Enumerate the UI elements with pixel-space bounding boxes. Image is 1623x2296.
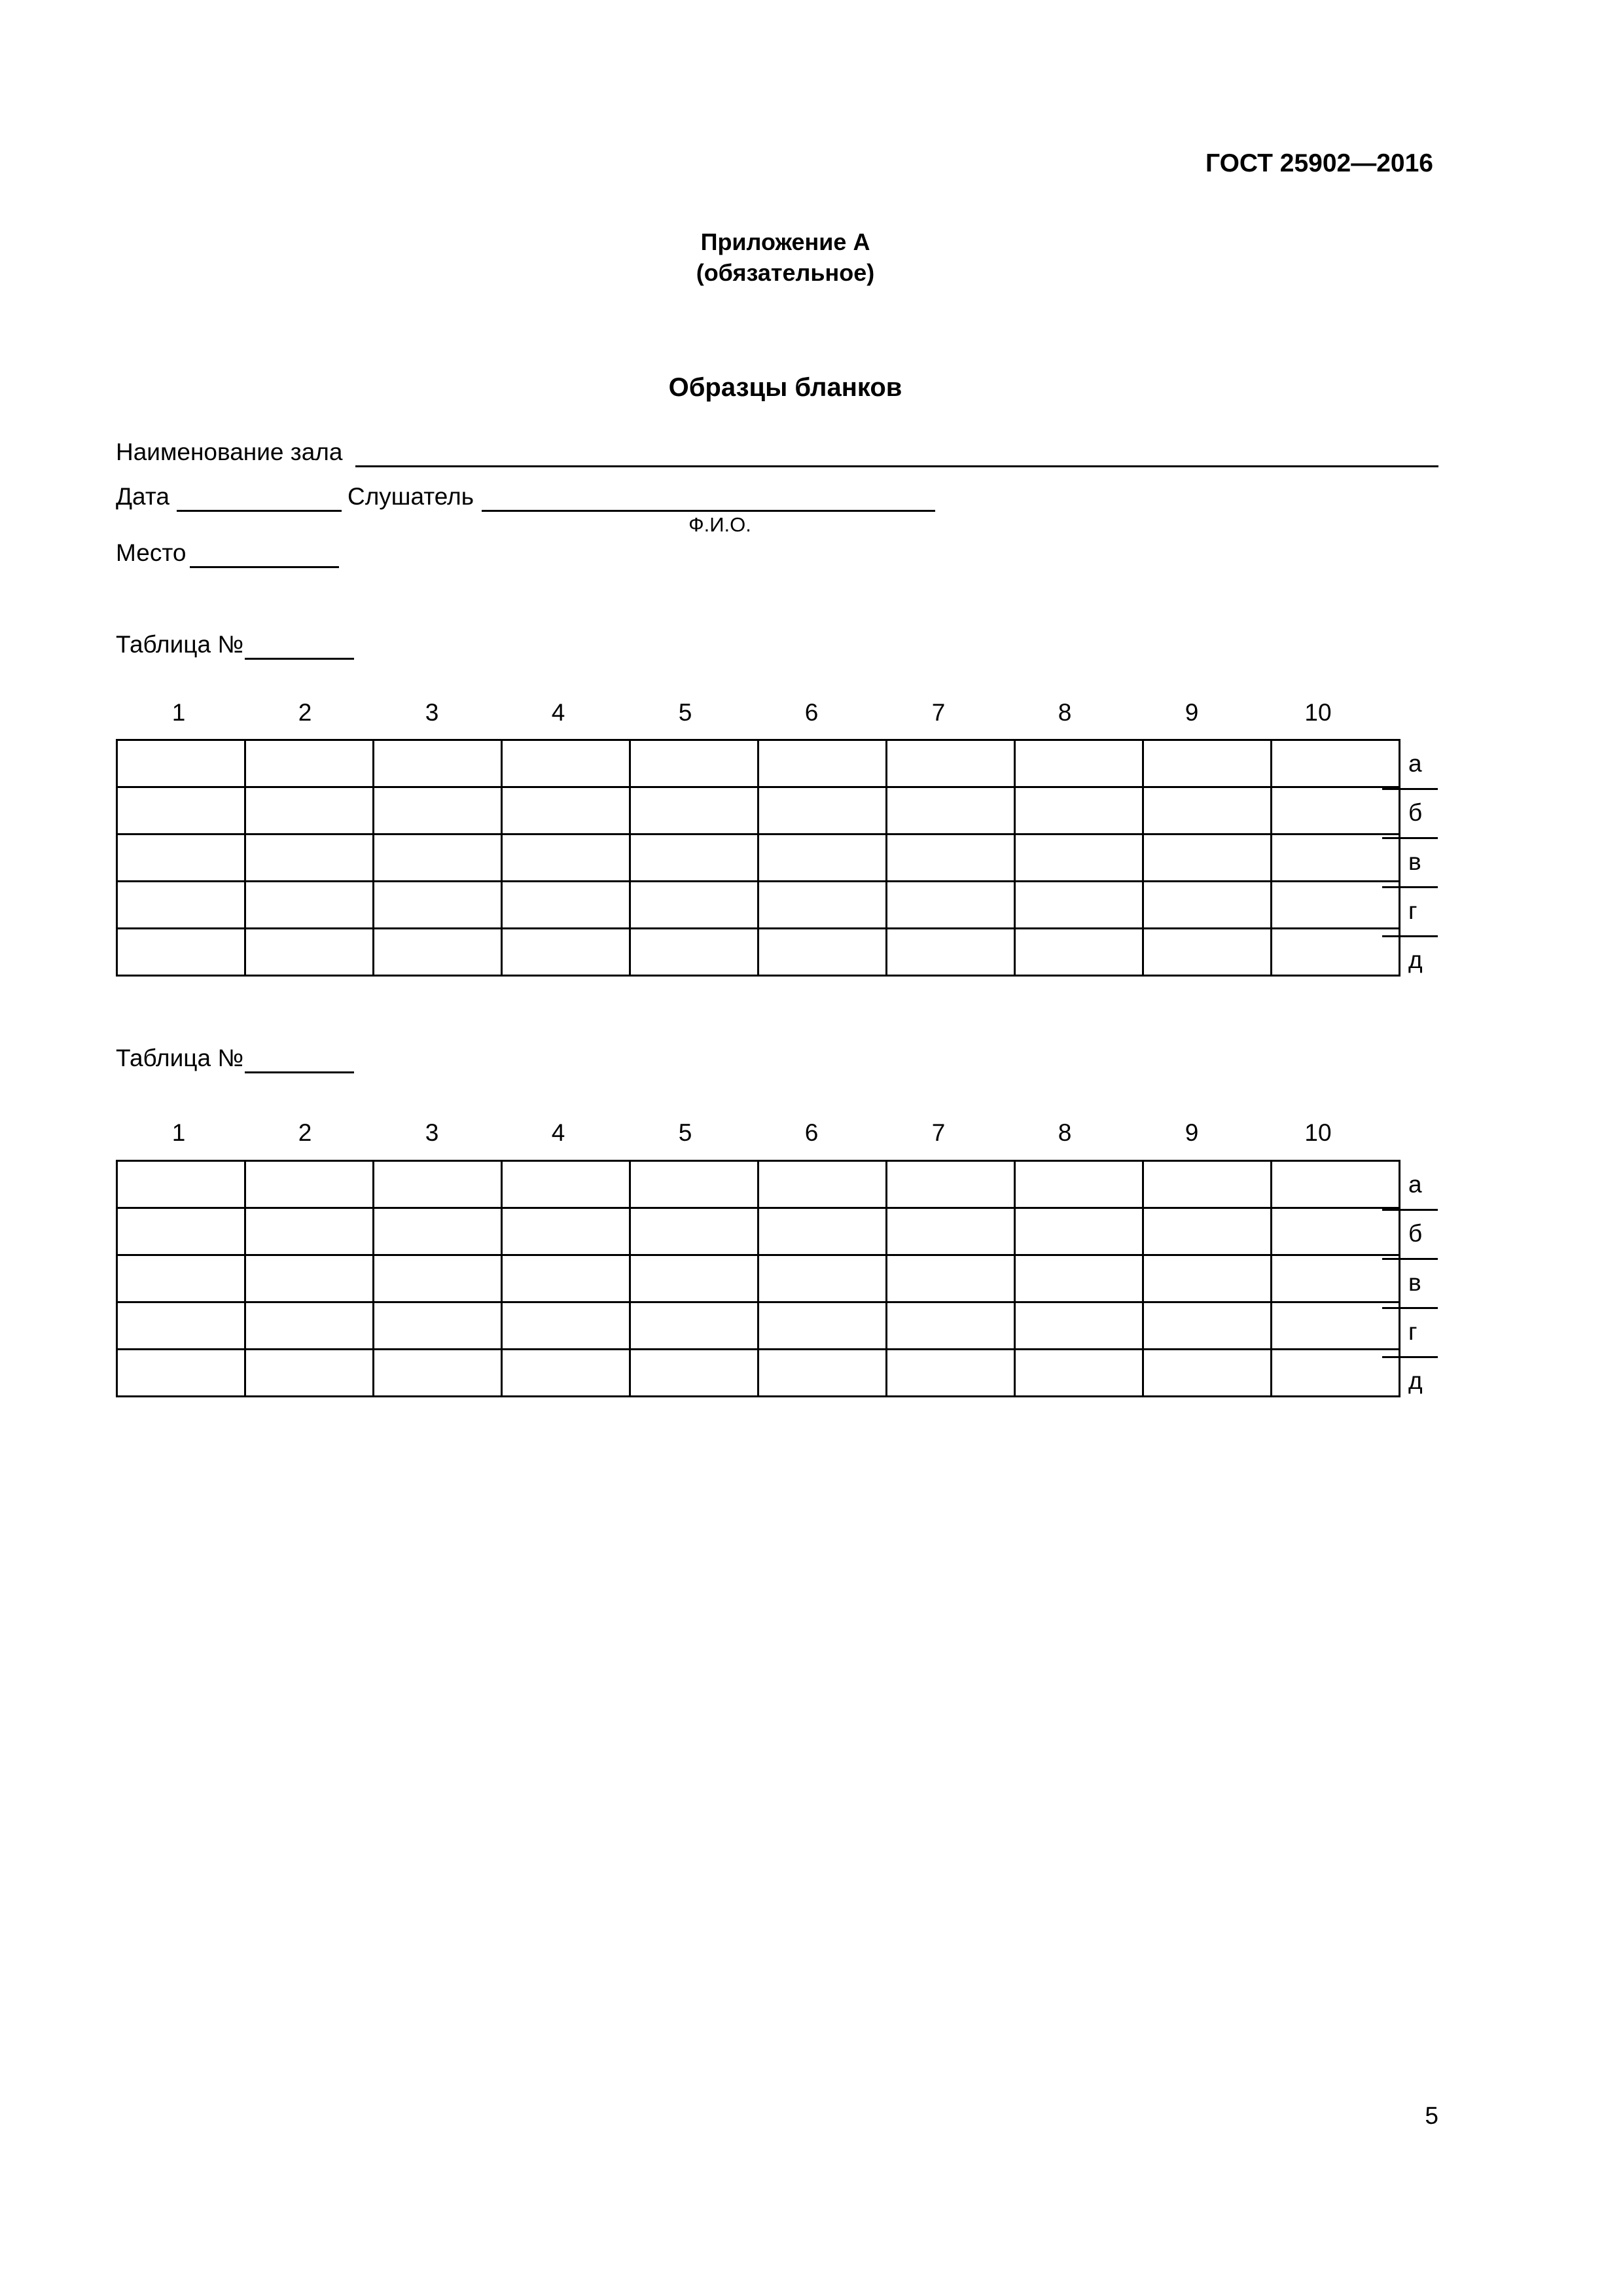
column-header: 3 — [425, 699, 439, 726]
row-label: в — [1382, 837, 1438, 888]
table-row — [117, 1161, 1400, 1208]
column-header: 5 — [678, 1119, 692, 1146]
table-cell[interactable] — [374, 740, 502, 787]
column-header: 1 — [171, 1119, 186, 1146]
table-cell[interactable] — [1272, 1255, 1400, 1302]
place-input-line[interactable] — [190, 541, 339, 568]
table-cell[interactable] — [887, 1350, 1015, 1397]
table-cell[interactable] — [1272, 787, 1400, 834]
table-cell[interactable] — [887, 882, 1015, 929]
hall-label: Наименование зала — [116, 439, 343, 465]
table-cell[interactable] — [887, 1161, 1015, 1208]
table-cell[interactable] — [245, 1302, 374, 1350]
table-cell[interactable] — [758, 1302, 887, 1350]
table-cell[interactable] — [758, 882, 887, 929]
table-cell[interactable] — [1272, 1161, 1400, 1208]
table-cell[interactable] — [1143, 1161, 1272, 1208]
column-header: 3 — [425, 1119, 439, 1146]
table-row — [117, 1208, 1400, 1255]
table-cell[interactable] — [758, 834, 887, 882]
table-cell[interactable] — [887, 834, 1015, 882]
table-cell[interactable] — [1015, 1302, 1143, 1350]
table-cell[interactable] — [1272, 929, 1400, 976]
table-cell[interactable] — [887, 1302, 1015, 1350]
table-cell[interactable] — [502, 834, 630, 882]
table-cell[interactable] — [887, 787, 1015, 834]
table-row — [117, 1302, 1400, 1350]
table-cell[interactable] — [117, 929, 245, 976]
table-cell[interactable] — [1143, 929, 1272, 976]
table-cell[interactable] — [1015, 1255, 1143, 1302]
table-cell[interactable] — [758, 1350, 887, 1397]
table-cell[interactable] — [630, 1302, 758, 1350]
table-cell[interactable] — [502, 1161, 630, 1208]
table-cell[interactable] — [1272, 1208, 1400, 1255]
table-row — [117, 787, 1400, 834]
table-cell[interactable] — [1015, 1208, 1143, 1255]
table-cell[interactable] — [1272, 834, 1400, 882]
table-cell[interactable] — [374, 882, 502, 929]
row-label: г — [1382, 886, 1438, 937]
row-label: б — [1382, 788, 1438, 839]
table-cell[interactable] — [1272, 1350, 1400, 1397]
table-cell[interactable] — [758, 1208, 887, 1255]
column-header: 4 — [551, 1119, 565, 1146]
table-cell[interactable] — [245, 1255, 374, 1302]
table-cell[interactable] — [630, 1208, 758, 1255]
table-cell[interactable] — [502, 740, 630, 787]
table-2-number-line[interactable] — [245, 1046, 354, 1073]
column-header: 5 — [678, 699, 692, 726]
table-cell[interactable] — [630, 834, 758, 882]
table-cell[interactable] — [374, 929, 502, 976]
table-1-label: Таблица № — [116, 631, 244, 658]
table-cell[interactable] — [117, 1208, 245, 1255]
row-label: в — [1382, 1258, 1438, 1309]
table-cell[interactable] — [1015, 1350, 1143, 1397]
table-cell[interactable] — [374, 1350, 502, 1397]
table-cell[interactable] — [1143, 740, 1272, 787]
table-cell[interactable] — [1143, 1350, 1272, 1397]
table-cell[interactable] — [758, 1161, 887, 1208]
column-header: 6 — [804, 1119, 819, 1146]
table-cell[interactable] — [245, 834, 374, 882]
table-cell[interactable] — [117, 1302, 245, 1350]
table-cell[interactable] — [502, 1350, 630, 1397]
table-2-grid — [116, 1160, 1400, 1397]
table-1-grid — [116, 739, 1400, 977]
listener-label: Слушатель — [348, 483, 474, 510]
table-cell[interactable] — [374, 1255, 502, 1302]
column-header: 4 — [551, 699, 565, 726]
table-cell[interactable] — [1015, 929, 1143, 976]
table-cell[interactable] — [1143, 882, 1272, 929]
listener-input-line[interactable] — [482, 484, 935, 512]
table-row — [117, 882, 1400, 929]
table-cell[interactable] — [887, 929, 1015, 976]
table-cell[interactable] — [117, 1350, 245, 1397]
date-input-line[interactable] — [177, 484, 342, 512]
table-cell[interactable] — [887, 1208, 1015, 1255]
row-label: г — [1382, 1307, 1438, 1358]
column-header: 2 — [298, 1119, 312, 1146]
column-header: 8 — [1058, 699, 1072, 726]
table-cell[interactable] — [502, 787, 630, 834]
table-cell[interactable] — [630, 882, 758, 929]
column-header: 1 — [171, 699, 186, 726]
table-cell[interactable] — [630, 1255, 758, 1302]
table-cell[interactable] — [887, 1255, 1015, 1302]
page-number: 5 — [1425, 2102, 1438, 2129]
table-cell[interactable] — [117, 1255, 245, 1302]
column-header: 7 — [931, 699, 946, 726]
table-cell[interactable] — [374, 787, 502, 834]
column-header: 6 — [804, 699, 819, 726]
column-header: 10 — [1304, 699, 1332, 726]
row-label: д — [1408, 946, 1423, 973]
table-cell[interactable] — [502, 882, 630, 929]
standard-designation: ГОСТ 25902—2016 — [1205, 149, 1433, 177]
table-cell[interactable] — [630, 1161, 758, 1208]
column-header: 2 — [298, 699, 312, 726]
column-header: 9 — [1185, 699, 1199, 726]
table-row — [117, 1255, 1400, 1302]
row-label: д — [1408, 1367, 1423, 1394]
table-cell[interactable] — [758, 740, 887, 787]
table-cell[interactable] — [758, 929, 887, 976]
appendix-status: (обязательное) — [696, 259, 875, 286]
table-cell[interactable] — [117, 1161, 245, 1208]
table-cell[interactable] — [117, 834, 245, 882]
table-cell[interactable] — [245, 1208, 374, 1255]
table-cell[interactable] — [1143, 1255, 1272, 1302]
table-cell[interactable] — [630, 929, 758, 976]
table-cell[interactable] — [245, 740, 374, 787]
column-header: 9 — [1185, 1119, 1199, 1146]
section-title: Образцы бланков — [668, 373, 902, 402]
table-cell[interactable] — [117, 740, 245, 787]
table-cell[interactable] — [1272, 1302, 1400, 1350]
table-cell[interactable] — [1143, 834, 1272, 882]
date-label: Дата — [116, 483, 169, 510]
table-cell[interactable] — [245, 929, 374, 976]
table-cell[interactable] — [245, 882, 374, 929]
fio-caption: Ф.И.О. — [688, 513, 751, 536]
column-header: 7 — [931, 1119, 946, 1146]
row-label: а — [1382, 739, 1438, 790]
row-label: а — [1382, 1160, 1438, 1211]
table-cell[interactable] — [374, 1161, 502, 1208]
table-row — [117, 834, 1400, 882]
table-cell[interactable] — [758, 1255, 887, 1302]
table-cell[interactable] — [245, 1161, 374, 1208]
table-2-label: Таблица № — [116, 1045, 244, 1071]
table-cell[interactable] — [1015, 787, 1143, 834]
table-cell[interactable] — [1272, 882, 1400, 929]
appendix-heading — [615, 226, 955, 288]
table-row — [117, 929, 1400, 976]
table-cell[interactable] — [502, 929, 630, 976]
table-cell[interactable] — [1015, 1161, 1143, 1208]
table-cell[interactable] — [887, 740, 1015, 787]
row-label: б — [1382, 1209, 1438, 1260]
table-cell[interactable] — [374, 834, 502, 882]
table-cell[interactable] — [1272, 740, 1400, 787]
column-header: 8 — [1058, 1119, 1072, 1146]
table-cell[interactable] — [502, 1255, 630, 1302]
table-cell[interactable] — [374, 1208, 502, 1255]
hall-input-line[interactable] — [355, 440, 1438, 467]
table-row — [117, 740, 1400, 787]
place-label: Место — [116, 539, 187, 566]
column-header: 10 — [1304, 1119, 1332, 1146]
table-cell[interactable] — [245, 787, 374, 834]
table-1-number-line[interactable] — [245, 632, 354, 660]
table-cell[interactable] — [245, 1350, 374, 1397]
table-cell[interactable] — [117, 787, 245, 834]
table-cell[interactable] — [1143, 1208, 1272, 1255]
table-cell[interactable] — [502, 1302, 630, 1350]
table-cell[interactable] — [1143, 1302, 1272, 1350]
table-cell[interactable] — [758, 787, 887, 834]
table-cell[interactable] — [1015, 834, 1143, 882]
table-cell[interactable] — [1015, 882, 1143, 929]
table-row — [117, 1350, 1400, 1397]
table-cell[interactable] — [630, 787, 758, 834]
table-cell[interactable] — [1143, 787, 1272, 834]
table-cell[interactable] — [502, 1208, 630, 1255]
table-cell[interactable] — [374, 1302, 502, 1350]
appendix-title: Приложение А — [700, 228, 870, 255]
table-cell[interactable] — [117, 882, 245, 929]
table-cell[interactable] — [1015, 740, 1143, 787]
table-cell[interactable] — [630, 740, 758, 787]
table-cell[interactable] — [630, 1350, 758, 1397]
